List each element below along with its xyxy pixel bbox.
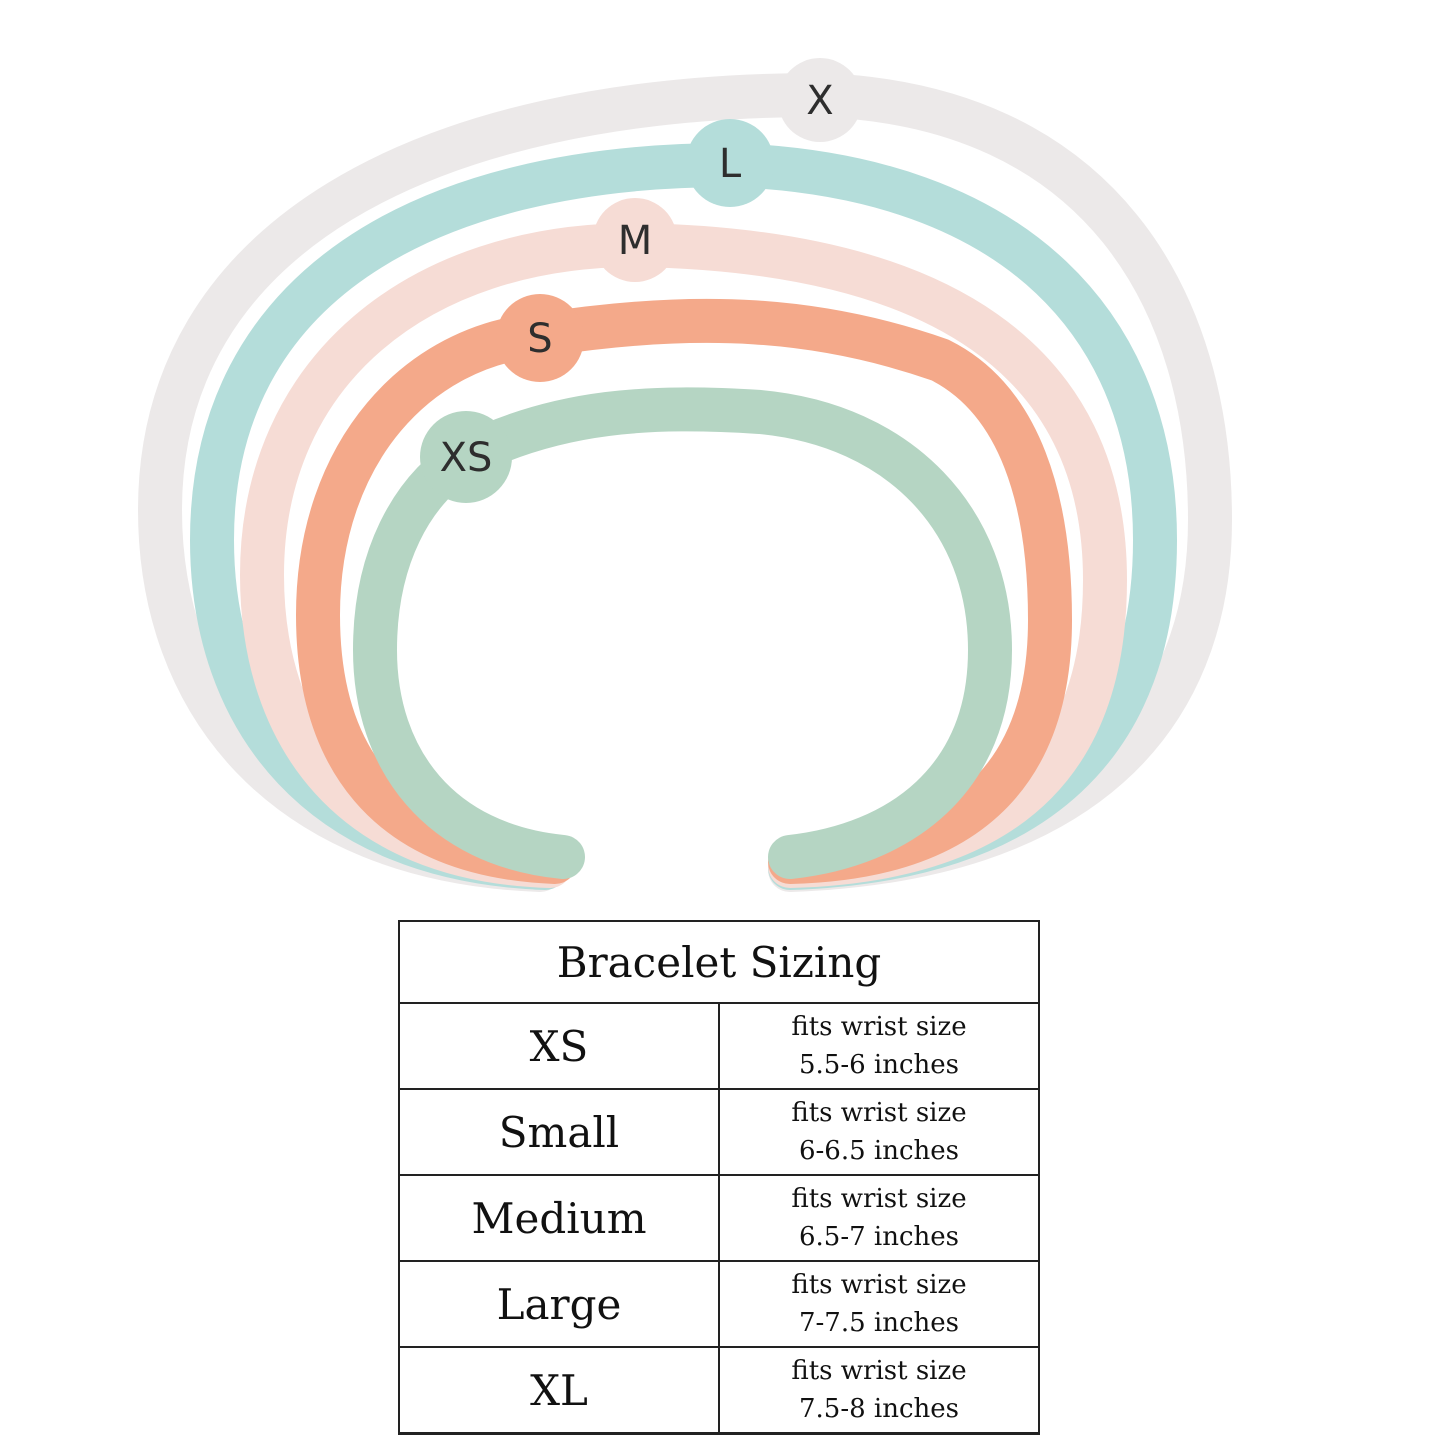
marker-l-label: L (718, 141, 742, 187)
fit-cell (719, 1261, 1039, 1347)
table-row (399, 1089, 1039, 1175)
marker-xs (420, 411, 512, 503)
table-row (399, 1003, 1039, 1089)
fit-cell (719, 1003, 1039, 1089)
size-name: Small (498, 1107, 620, 1157)
marker-m (593, 198, 677, 282)
fit-label: fits wrist size (791, 1356, 967, 1386)
size-cell (399, 1347, 719, 1434)
fit-range: 6-6.5 inches (798, 1136, 960, 1166)
size-cell (399, 1089, 719, 1175)
fit-cell (719, 1089, 1039, 1175)
table-header-row (399, 921, 1039, 1003)
marker-x-label: X (806, 78, 834, 124)
bracelet-sizing-table (398, 920, 1040, 1435)
marker-s (496, 294, 584, 382)
marker-xs-label: XS (439, 435, 493, 481)
size-cell (399, 1175, 719, 1261)
size-cell (399, 1261, 719, 1347)
fit-label: fits wrist size (791, 1270, 967, 1300)
size-cell (399, 1003, 719, 1089)
table-row (399, 1261, 1039, 1347)
fit-cell (719, 1175, 1039, 1261)
fit-range: 7.5-8 inches (798, 1394, 960, 1424)
fit-range: 7-7.5 inches (798, 1308, 960, 1338)
fit-range: 5.5-6 inches (798, 1050, 960, 1080)
size-name: Large (496, 1279, 622, 1329)
fit-label: fits wrist size (791, 1012, 967, 1042)
table-row (399, 1175, 1039, 1261)
marker-m-label: M (617, 218, 653, 264)
table-title: Bracelet Sizing (399, 921, 1039, 1003)
marker-x (778, 58, 862, 142)
fit-label: fits wrist size (791, 1184, 967, 1214)
size-name: XS (529, 1021, 589, 1071)
table-row (399, 1347, 1039, 1434)
marker-l (686, 119, 774, 207)
fit-range: 6.5-7 inches (798, 1222, 960, 1252)
fit-cell (719, 1347, 1039, 1434)
marker-s-label: S (527, 316, 553, 362)
size-name: XL (530, 1365, 588, 1415)
size-name: Medium (471, 1193, 647, 1243)
fit-label: fits wrist size (791, 1098, 967, 1128)
